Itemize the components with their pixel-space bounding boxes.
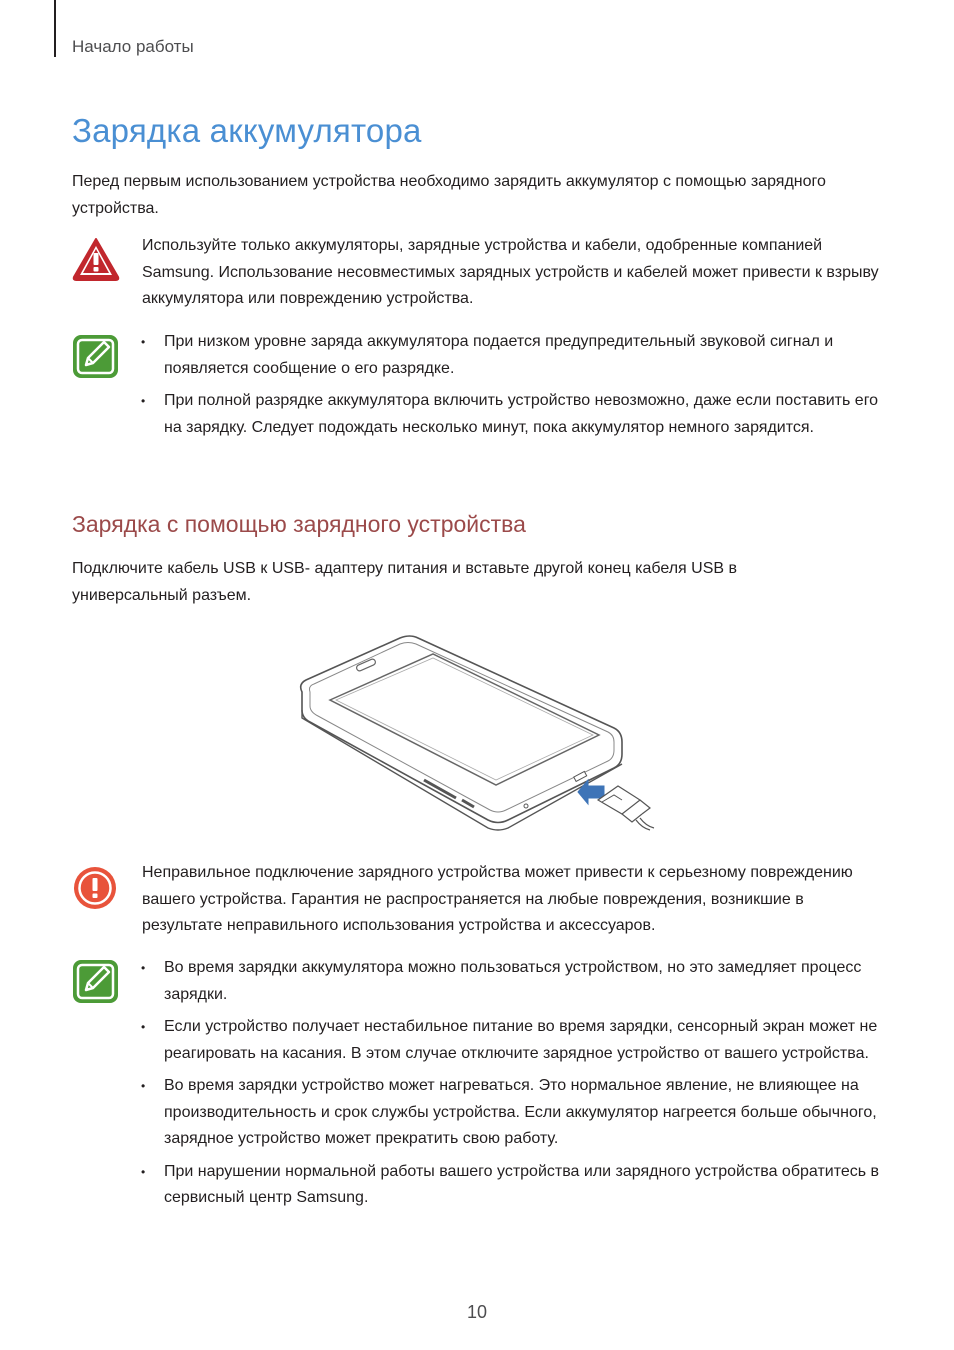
page-number: 10 — [466, 1302, 488, 1322]
list-item: • При нарушении нормальной работы вашего устройства или зарядного устройства обратитесь в сервисный центр Samsung. — [144, 1159, 884, 1212]
list-item: • Во время зарядки устройство может нагреваться. Это нормальное явление, не влияющее на производительность и срок службы устройства. Если аккумулятор нагреется больше обычного, зарядное устройство может прекратить свою работу. — [144, 1073, 884, 1153]
caution-text: Неправильное подключение зарядного устройства может привести к серьезному повреждению вашего устройства. Гарантия не распространяется на любые повреждения, возникшие в результате неправильного использования устройства и аксессуаров. — [142, 864, 853, 934]
header-rule — [54, 0, 56, 57]
list-item: • Во время зарядки аккумулятора можно пользоваться устройством, но это замедляет процесс зарядки. — [144, 955, 884, 1008]
note-list-2 — [144, 955, 884, 1212]
page-title: Зарядка аккумулятора — [72, 112, 422, 149]
warning-triangle-icon — [71, 236, 121, 287]
list-item: • Если устройство получает нестабильное питание во время зарядки, сенсорный экран может не реагировать на касания. В этом случае отключите зарядное устройство от вашего устройства. — [144, 1014, 884, 1067]
note-list-1 — [144, 329, 884, 441]
warning-text: Используйте только аккумуляторы, зарядные устройства и кабели, одобренные компанией Samsung. Использование несовместимых зарядных устройств и кабелей может привести к взрыву аккумулятора или повреждению устройства. — [142, 237, 879, 307]
caution-circle-icon — [72, 865, 118, 916]
section-label: Начало работы — [72, 37, 194, 56]
intro-paragraph: Перед первым использованием устройства необходимо зарядить аккумулятор с помощью зарядного устройства. — [72, 173, 826, 217]
note-pencil-icon — [72, 334, 119, 384]
list-item: • При низком уровне заряда аккумулятора подается предупредительный звуковой сигнал и появляется сообщение о его разрядке. — [144, 329, 884, 382]
tablet-charging-illustration — [296, 630, 660, 845]
section-subheading: Зарядка с помощью зарядного устройства — [72, 511, 526, 537]
charging-instructions: Подключите кабель USB к USB- адаптеру питания и вставьте другой конец кабеля USB в универсальный разъем. — [72, 560, 737, 604]
list-item: • При полной разрядке аккумулятора включить устройство невозможно, даже если поставить его на зарядку. Следует подождать несколько минут, пока аккумулятор немного зарядится. — [144, 388, 884, 441]
note-pencil-icon — [72, 959, 119, 1009]
